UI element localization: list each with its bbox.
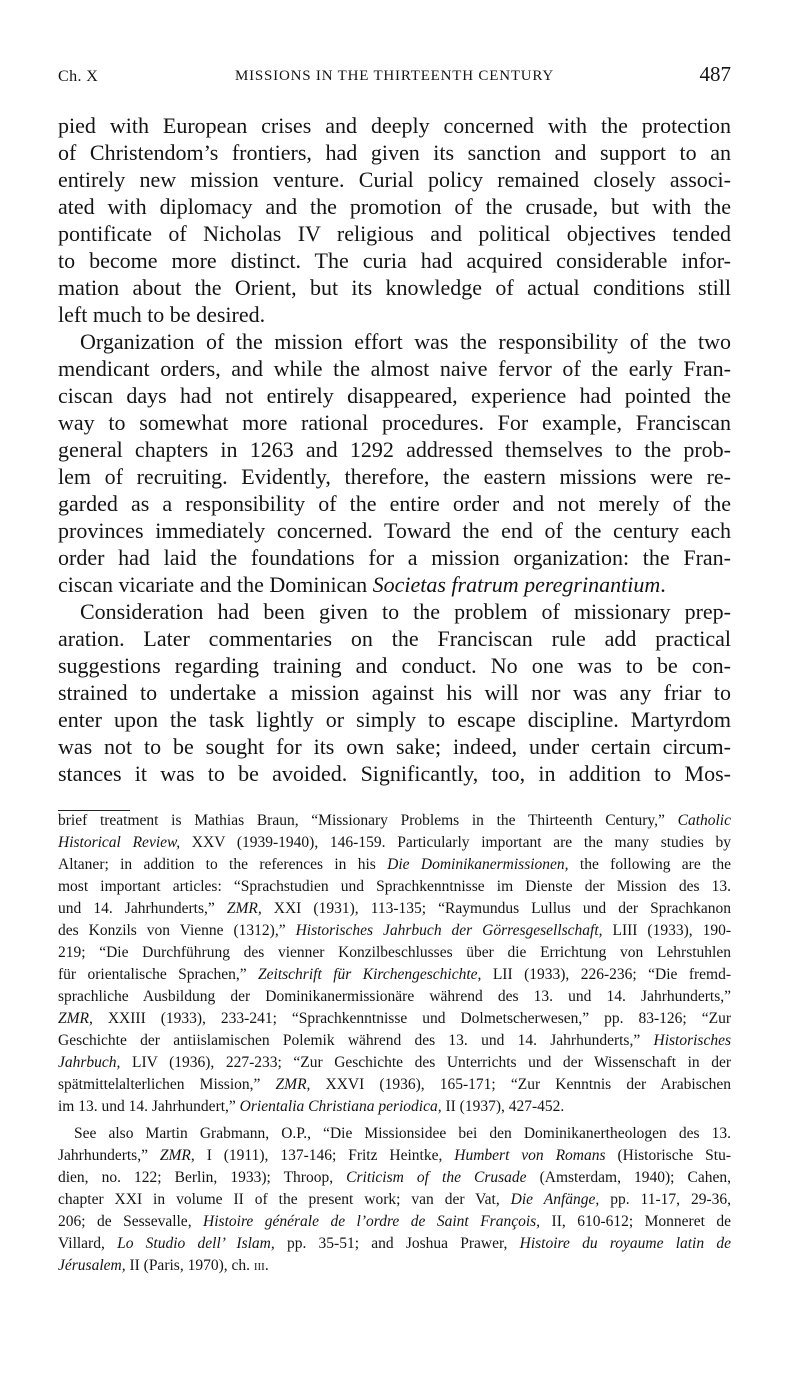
page-number: 487 (699, 62, 731, 86)
body-line (58, 112, 731, 139)
footnote-text: dien, no. 122; Berlin, 1933); Throop, (58, 1169, 347, 1186)
running-header (58, 62, 731, 94)
footnote-line (58, 1030, 731, 1052)
body-line-text: pontificate of Nicholas IV religious and political objectives tended (58, 221, 731, 246)
footnote-text: des Konzils von Vienne (1312),” (58, 922, 296, 939)
body-line (58, 139, 731, 166)
body-line (58, 301, 731, 328)
footnote-text: spätmittelalterlichen Mission,” (58, 1076, 276, 1093)
body-line (58, 733, 731, 760)
footnote-line (58, 986, 731, 1008)
citation-title: ZMR, (159, 1147, 195, 1164)
body-line (58, 355, 731, 382)
footnote-text: Geschichte der antiislamischen Polemik während des 13. und 14. Jahrhunderts,” (58, 1032, 654, 1049)
footnote-text: II, 610-612; Monneret de (540, 1213, 731, 1230)
footnote-line (58, 1167, 731, 1189)
footnote-line (58, 1074, 731, 1096)
footnote-text: (Amsterdam, 1940); Cahen, (526, 1169, 731, 1186)
body-line-text: mendicant orders, and while the almost naive fervor of the early Fran- (58, 356, 731, 381)
body-line (58, 247, 731, 274)
body-line-text: to become more distinct. The curia had acquired considerable infor- (58, 248, 731, 273)
body-line-text: ated with diplomacy and the promotion of the crusade, but with the (58, 194, 731, 219)
body-line (58, 436, 731, 463)
citation-title: Historisches (653, 1032, 731, 1049)
body-line-text: strained to undertake a mission against his will nor was any friar to (58, 680, 731, 705)
footnote-text: . (264, 1257, 269, 1274)
footnote-line (58, 1008, 731, 1030)
footnote-text: Villard, (58, 1235, 118, 1252)
body-line-text: ciscan vicariate and the Dominican (58, 572, 373, 597)
footnote-text: I (1911), 137-146; Fritz Heintke, (194, 1147, 455, 1164)
citation-title: Orientalia Christiana periodica, (239, 1098, 442, 1115)
footnote-text: LIV (1936), 227-233; “Zur Geschichte des Unterrichts und der Wissenschaft in der (120, 1054, 731, 1071)
footnote-line (58, 1189, 731, 1211)
citation-title: Historisches Jahrbuch der Görresgesellschaft, (295, 922, 603, 939)
body-line (58, 517, 731, 544)
body-line (58, 544, 731, 571)
main-text (58, 112, 731, 787)
body-line-text: general chapters in 1263 and 1292 addressed themselves to the prob- (58, 437, 731, 462)
body-line (58, 328, 731, 355)
footnote-text: im 13. und 14. Jahrhundert,” (58, 1098, 240, 1115)
footnote-text: XXV (1939-1940), 146-159. Particularly important are the many studies by (180, 834, 732, 851)
chapter-label: Ch. X (58, 68, 99, 85)
footnote-text: II (Paris, 1970), ch. (125, 1257, 254, 1274)
body-line-text: left much to be desired. (58, 302, 266, 327)
body-line (58, 382, 731, 409)
footnote-line (58, 1145, 731, 1167)
footnote-line (58, 964, 731, 986)
footnote-text: LII (1933), 226-236; “Die fremd- (481, 966, 732, 983)
citation-title: ZMR, (275, 1076, 311, 1093)
footnote-text: brief treatment is Mathias Braun, “Missionary Problems in the Thirteenth Century,” (58, 812, 678, 829)
body-line (58, 652, 731, 679)
footnote-line (58, 898, 731, 920)
footnote-text: Altaner; in addition to the references in his (58, 856, 388, 873)
footnote-text: 206; de Sessevalle, (58, 1213, 204, 1230)
body-line-text: way to somewhat more rational procedures. For example, Franciscan (58, 410, 731, 435)
footnote-text: the following are the (568, 856, 731, 873)
footnote-line (58, 876, 731, 898)
footnote-text: für orientalische Sprachen,” (58, 966, 259, 983)
body-line-text: was not to be sought for its own sake; indeed, under certain circum- (58, 734, 731, 759)
body-line-text: provinces immediately concerned. Toward the end of the century each (58, 518, 731, 543)
body-line (58, 166, 731, 193)
citation-title: Die Dominikanermissionen, (387, 856, 569, 873)
body-line-text: entirely new mission venture. Curial policy remained closely associ- (58, 167, 731, 192)
body-line-text: pied with European crises and deeply concerned with the protection (58, 113, 731, 138)
citation-title: Histoire du royaume latin de (519, 1235, 731, 1252)
citation-title: ZMR, (58, 1010, 93, 1027)
citation-title: Lo Studio dell’ Islam, (117, 1235, 275, 1252)
citation-title: Jahrbuch, (58, 1054, 121, 1071)
footnote-text: XXIII (1933), 233-241; “Sprachkenntnisse und Dolmetscherwesen,” pp. 83-126; “Zur (92, 1010, 731, 1027)
footnote-text: II (1937), 427-452. (441, 1098, 565, 1115)
body-line-text: order had laid the foundations for a mission organization: the Fran- (58, 545, 731, 570)
footnote-line (58, 920, 731, 942)
footnote-text: LIII (1933), 190- (602, 922, 731, 939)
body-line-text: ciscan days had not entirely disappeared, experience had pointed the (58, 383, 731, 408)
body-line (58, 463, 731, 490)
footnote-line (58, 832, 731, 854)
footnote-text: most important articles: “Sprachstudien und Sprachkenntnisse im Dienste der Mission des 13. (58, 878, 731, 895)
body-line (58, 193, 731, 220)
body-line (58, 706, 731, 733)
body-line (58, 409, 731, 436)
body-line (58, 274, 731, 301)
footnote-text: 219; “Die Durchführung des vienner Konzilbeschlusses über die Errichtung von Lehrstuhlen (58, 944, 731, 961)
citation-title: Humbert von Romans (454, 1147, 606, 1164)
footnote-text: (Historische Stu- (605, 1147, 731, 1164)
running-title: MISSIONS IN THE THIRTEENTH CENTURY (234, 68, 555, 84)
body-line-text: aration. Later commentaries on the Franciscan rule add practical (58, 626, 731, 651)
footnote-line (58, 1233, 731, 1255)
small-caps-text: iii (253, 1257, 265, 1274)
citation-title: Catholic (677, 812, 731, 829)
citation-title: Zeitschrift für Kirchengeschichte, (258, 966, 482, 983)
body-line (58, 679, 731, 706)
footnote-line (58, 942, 731, 964)
footnote-text: XXVI (1936), 165-171; “Zur Kenntnis der Arabischen (310, 1076, 732, 1093)
footnote-line (58, 1123, 731, 1145)
footnotes (58, 810, 731, 1277)
body-line (58, 220, 731, 247)
citation-title: ZMR, (226, 900, 262, 917)
body-line (58, 625, 731, 652)
footnote-line (58, 1096, 731, 1118)
citation-title: Criticism of the Crusade (346, 1169, 527, 1186)
italic-term: Societas fratrum peregrinantium (372, 572, 661, 597)
footnote-text: chapter XXI in volume II of the present work; van der Vat, (58, 1191, 511, 1208)
footnote-line (58, 810, 731, 832)
footnote-text: See also Martin Grabmann, O.P., “Die Missionsidee bei den Dominikanertheologen des 13. (74, 1125, 731, 1142)
body-line (58, 598, 731, 625)
body-line-text: suggestions regarding training and conduct. No one was to be con- (58, 653, 731, 678)
body-line-suffix: . (660, 572, 666, 597)
citation-title: Die Anfänge, (510, 1191, 600, 1208)
body-line (58, 571, 731, 598)
footnote-text: pp. 11-17, 29-36, (599, 1191, 731, 1208)
footnote-text: pp. 35-51; and Joshua Prawer, (274, 1235, 520, 1252)
citation-title: Jérusalem, (58, 1257, 126, 1274)
footnote-text: und 14. Jahrhunderts,” (58, 900, 227, 917)
body-line-text: mation about the Orient, but its knowledge of actual conditions still (58, 275, 731, 300)
footnote-text: sprachliche Ausbildung der Dominikanermissionäre während des 13. und 14. Jahrhunderts,” (58, 988, 731, 1005)
body-line-text: of Christendom’s frontiers, had given its sanction and support to an (58, 140, 731, 165)
body-line-text: Consideration had been given to the problem of missionary prep- (80, 599, 731, 624)
body-line-text: lem of recruiting. Evidently, therefore, the eastern missions were re- (58, 464, 731, 489)
citation-title: Histoire générale de l’ordre de Saint François, (203, 1213, 541, 1230)
body-line-text: enter upon the task lightly or simply to escape discipline. Martyrdom (58, 707, 731, 732)
footnote-text: Jahrhunderts,” (58, 1147, 160, 1164)
footnote-text: XXI (1931), 113-135; “Raymundus Lullus und der Sprachkanon (261, 900, 731, 917)
body-line (58, 490, 731, 517)
body-line-text: garded as a responsibility of the entire order and not merely of the (58, 491, 731, 516)
footnote-line (58, 1255, 731, 1277)
body-line (58, 760, 731, 787)
body-line-text: stances it was to be avoided. Significantly, too, in addition to Mos- (58, 761, 731, 786)
footnote-line (58, 1052, 731, 1074)
footnote-line (58, 1211, 731, 1233)
body-line-text: Organization of the mission effort was the responsibility of the two (80, 329, 731, 354)
footnote-line (58, 854, 731, 876)
citation-title: Historical Review, (58, 834, 181, 851)
